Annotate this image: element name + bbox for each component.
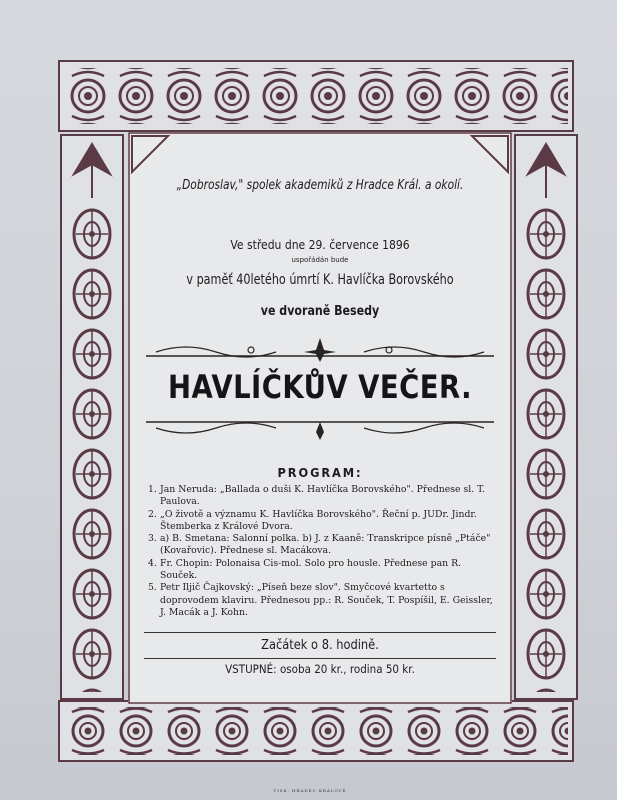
title-ornament-bottom <box>146 418 494 440</box>
divider-rule <box>144 658 496 659</box>
title-ornament-top <box>146 336 494 362</box>
program-item-number: 2. <box>148 508 157 520</box>
program-item-text: Jan Neruda: „Ballada o duši K. Havlíčka Borovského". Přednese sl. T. Paulova. <box>160 484 485 508</box>
arranged-note: uspořádán bude <box>291 256 349 264</box>
program-item <box>148 484 494 509</box>
program-item <box>148 582 494 619</box>
top-ornament-band <box>58 60 574 132</box>
right-ornament-column <box>514 134 578 700</box>
program-item <box>148 509 494 534</box>
program-item-text: Fr. Chopin: Polonaisa Cis-mol. Solo pro housle. Přednese pan R. Souček. <box>160 557 462 582</box>
society-line: „Dobroslav," spolek akademiků z Hradce Král. a okolí. <box>176 178 464 193</box>
program-item <box>148 533 494 558</box>
event-date: Ve středu dne 29. července 1896 <box>230 238 410 252</box>
program-list <box>148 484 494 619</box>
divider-rule <box>144 632 496 633</box>
program-item-text: a) B. Smetana: Salonní polka. b) J. z Kaaně: Transkripce písně „Ptáče" (Kovařovic). Přednese sl. Macákova. <box>160 533 491 557</box>
venue-line: ve dvoraně Besedy <box>260 304 380 319</box>
printer-imprint: TISK. HRADEC KRÁLOVÉ <box>273 788 347 793</box>
left-ornament-column <box>60 134 124 700</box>
program-item-text: Petr Iljič Čajkovský: „Píseň beze slov". Smyčcové kvartetto s doprovodem klaviru. Přednesou pp.: R. Souček, T. Pospíšil, E. Geissler, J. Macák a J. Kohn. <box>160 582 493 618</box>
admission-prices: VSTUPNÉ: osoba 20 kr., rodina 50 kr. <box>225 662 415 676</box>
bottom-ornament-band <box>58 700 574 762</box>
program-item <box>148 558 494 583</box>
program-item-text: „O životě a významu K. Havlíčka Borovského". Řeční p. JUDr. Jindr. Štemberka z Králové Dvora. <box>160 508 477 532</box>
program-item-number: 3. <box>148 533 157 545</box>
program-item-number: 1. <box>148 484 157 495</box>
program-heading: PROGRAM: <box>277 466 363 480</box>
poster-panel <box>128 132 512 704</box>
memorial-line: v paměť 40letého úmrtí K. Havlíčka Borovského <box>186 272 454 288</box>
event-title: HAVLÍČKŮV VEČER. <box>168 368 472 406</box>
program-item-number: 5. <box>148 582 157 594</box>
program-item-number: 4. <box>148 557 157 569</box>
start-time: Začátek o 8. hodině. <box>261 638 379 653</box>
